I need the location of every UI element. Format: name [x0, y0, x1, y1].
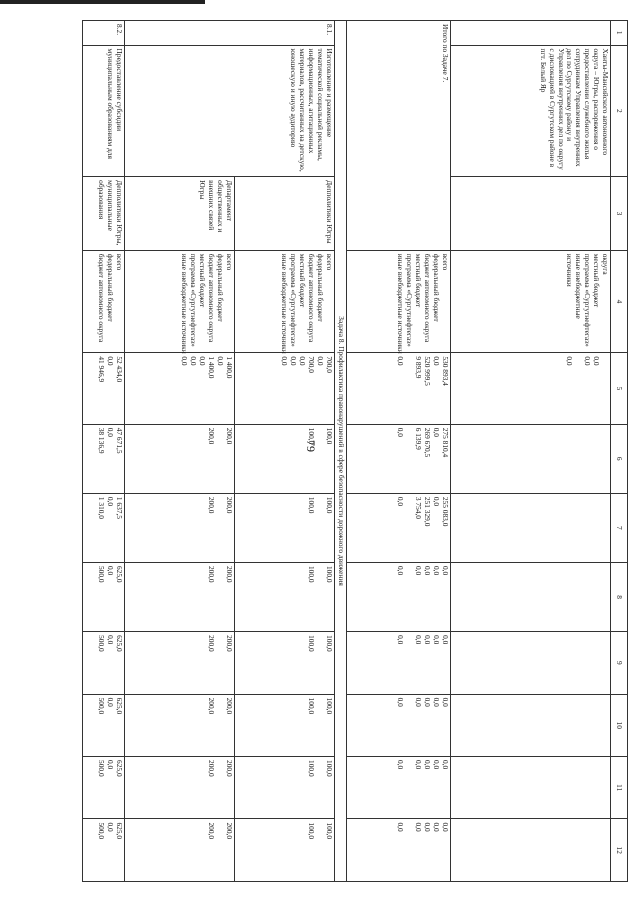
value-cell: 100,0 100,0: [235, 562, 335, 631]
header-cell: 1: [611, 21, 628, 46]
value-cell: 0,0 0,0 0,0: [451, 353, 611, 424]
value-cell: 1 400,0 0,0 1 400,0 0,0 0,0 0,0: [125, 353, 235, 424]
value-cell: 100,0 100,0: [235, 694, 335, 756]
value-cell: 200,0 200,0: [125, 493, 235, 562]
funding-source-cell: всего федеральный бюджет бюджет автономного округа местный бюджет программа «Сургутнефтегаз» иные внебюджетные источники: [235, 250, 335, 353]
funding-source-cell: всего федеральный бюджет бюджет автономного округа: [83, 250, 125, 353]
value-cell: 0,0 0,0 0,0 0,0 0,0: [347, 694, 451, 756]
measure-name-cell: Ханты-Мансийского автономного округа – Югры, распоряжения о предоставлении служебного жилья сотрудникам Управления внутренних дел по Сургутскому району и Управления внутренних дел по округу с дислокацией в Сургутском районе в пгт. Белый Яр: [451, 45, 611, 177]
value-cell: 200,0 200,0: [125, 424, 235, 493]
header-cell: 10: [611, 694, 628, 756]
value-cell: 200,0 200,0: [125, 819, 235, 882]
page-number: 79: [304, 440, 318, 452]
table-row-8-1-a: [235, 21, 335, 882]
total-label-cell: Итого по Задаче 7.: [347, 21, 451, 251]
header-cell: 7: [611, 493, 628, 562]
value-cell: 200,0 200,0: [125, 757, 235, 819]
table-row-8-2: [83, 21, 125, 882]
value-cell: 200,0 200,0: [125, 694, 235, 756]
budget-table: [82, 20, 628, 882]
value-cell: 100,0 100,0: [235, 632, 335, 694]
value-cell: 200,0 200,0: [125, 632, 235, 694]
executor-cell: Депполитики Югры: [235, 177, 335, 251]
value-cell: 625,0 0,0 500,0: [83, 757, 125, 819]
value-cell: 530 893,4 0,0 520 999,5 9 893,9 0,0: [347, 353, 451, 424]
value-cell: 0,0 0,0 0,0 0,0 0,0: [347, 632, 451, 694]
header-cell: 6: [611, 424, 628, 493]
value-cell: 700,0 0,0 700,0 0,0 0,0 0,0: [235, 353, 335, 424]
header-cell: 2: [611, 45, 628, 177]
value-cell: 100,0 100,0: [235, 493, 335, 562]
header-cell: 12: [611, 819, 628, 882]
funding-source-cell: округа местный бюджет программа «Сургутнефтегаз» иные внебюджетные источники: [451, 250, 611, 353]
header-cell: 8: [611, 562, 628, 631]
table-row-continuation: [451, 21, 611, 882]
value-cell: 1 637,5 0,0 1 310,0: [83, 493, 125, 562]
header-cell: 5: [611, 353, 628, 424]
header-cell: 11: [611, 757, 628, 819]
row-number-cell: 8.2.: [83, 21, 125, 46]
executor-cell: Департамент общественных и внешних связей Югры: [125, 177, 235, 251]
header-cell: 9: [611, 632, 628, 694]
value-cell: 100,0 100,0: [235, 424, 335, 493]
value-cell: 625,0 0,0 500,0: [83, 632, 125, 694]
value-cell: 100,0 100,0: [235, 819, 335, 882]
executor-cell: Депполитики Югры, муниципальные образования: [83, 177, 125, 251]
value-cell: 0,0 0,0 0,0 0,0 0,0: [347, 819, 451, 882]
value-cell: 0,0 0,0 0,0 0,0 0,0: [347, 562, 451, 631]
value-cell: 255 083,0 0,0 251 329,0 3 754,0 0,0: [347, 493, 451, 562]
table-row-task8-title: [335, 21, 347, 882]
measure-name-cell: Изготовление и размещение тематической социальной рекламы, информационных, агитационных материалов, рассчитанных на детскую, юношескую и иную аудиторию: [125, 45, 335, 177]
value-cell: 47 671,5 0,0 38 136,9: [83, 424, 125, 493]
row-number-cell: 8.1.: [125, 21, 335, 46]
value-cell: 100,0 100,0: [235, 757, 335, 819]
value-cell: 625,0 0,0 500,0: [83, 562, 125, 631]
value-cell: 0,0 0,0 0,0 0,0 0,0: [347, 757, 451, 819]
task-title-cell: Задача 8. Профилактика правонарушений в сфере безопасности дорожного движения: [335, 21, 347, 882]
value-cell: 625,0 0,0 500,0: [83, 819, 125, 882]
header-cell: 4: [611, 250, 628, 353]
header-row: [611, 21, 628, 882]
value-cell: 625,0 0,0 500,0: [83, 694, 125, 756]
value-cell: 200,0 200,0: [125, 562, 235, 631]
table-row-total-task7: [347, 21, 451, 882]
value-cell: 275 810,4 0,0 269 670,5 6 139,9 0,0: [347, 424, 451, 493]
value-cell: 52 434,0 0,0 41 946,9: [83, 353, 125, 424]
funding-source-cell: всего федеральный бюджет бюджет автономного округа местный бюджет программа «Сургутнефтегаз» иные внебюджетные источники: [125, 250, 235, 353]
top-border-line: [0, 0, 205, 4]
rotated-page: [82, 20, 628, 882]
funding-source-cell: всего федеральный бюджет бюджет автономного округа местный бюджет программа «Сургутнефтегаз» иные внебюджетные источники: [347, 250, 451, 353]
header-cell: 3: [611, 177, 628, 251]
measure-name-cell: Предоставление субсидии муниципальным образованиям для: [83, 45, 125, 177]
